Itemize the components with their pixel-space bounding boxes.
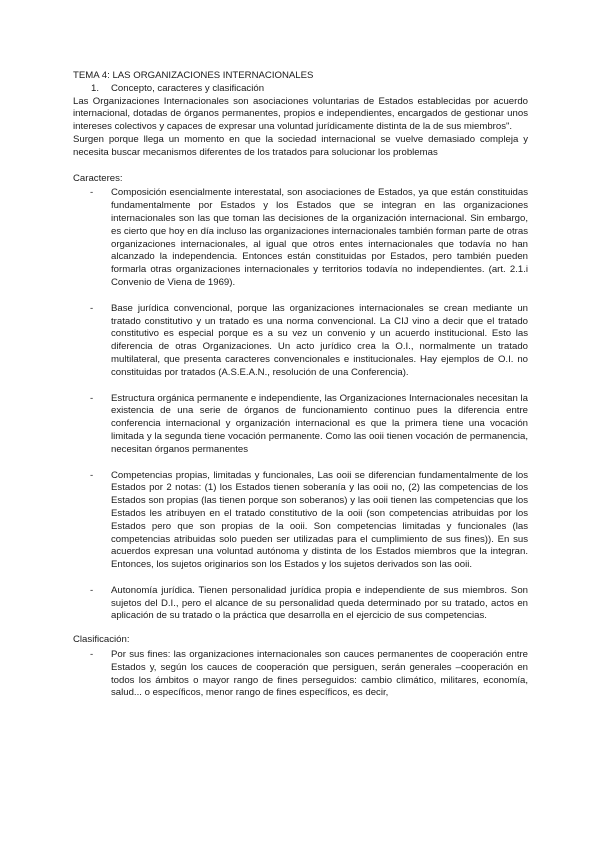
list-item-text: Competencias propias, limitadas y funcionales, Las ooii se diferencian fundamentalmente de los Estados por 2 notas: (1) los Estados tienen soberanía y las ooii no, (2) las competencias de los Estados son propias (las tienen porque son soberanos) y las ooii tienen las competencias que los Estados les atribuyen en el tratado constitutivo de la ooii (son competencias atribuidas por los Estados pero que son propias de la ooii. Son competencias limitadas y funcionales (las competencias atribuidas solo pueden ser utilizadas para el cumplimiento de sus fines)). En sus acuerdos expresan una voluntad autónoma y distinta de los Estados miembros que la integran. Entonces, los sujetos originarios son los Estados y los sujetos derivados son las ooii.	[111, 469, 528, 571]
caracteres-list	[73, 187, 528, 623]
subsection-heading	[91, 83, 528, 96]
intro-paragraph-2: Surgen porque llega un momento en que la sociedad internacional se vuelve demasiado compleja y necesita buscar mecanismos diferentes de los tratados para solucionar los problemas	[73, 133, 528, 158]
list-item	[73, 585, 528, 623]
intro-paragraph-1: Las Organizaciones Internacionales son asociaciones voluntarias de Estados establecidas por acuerdo internacional, dotadas de órganos permanentes, propios e independientes, encargados de gestionar unos intereses colectivos y capaces de expresar una voluntad jurídicamente distinta de la de sus miembros".	[73, 95, 528, 133]
list-item-text: Por sus fines: las organizaciones internacionales son cauces permanentes de cooperación entre Estados y, según los cauces de cooperación que persiguen, serán generales –cooperación en todos los ámbitos o mayor rango de fines perseguidos: cambio climático, militares, economía, salud... o específicos, menor rango de fines específicos, es decir,	[111, 649, 528, 699]
bullet-dash: -	[90, 649, 94, 661]
bullet-dash: -	[90, 392, 94, 404]
subsection-label: Concepto, caracteres y clasificación	[111, 82, 265, 94]
clasificacion-list	[73, 649, 528, 700]
list-item-text: Base jurídica convencional, porque las organizaciones internacionales se crean mediante un tratado constitutivo y un tratado es una norma convencional. La CIJ vino a decir que el tratado constitutivo es especial porque es a su vez un convenio y un acuerdo institucional. Esto las diferencia de otras Organizaciones. Un acto jurídico crea la O.I., normalmente un tratado multilateral, que presenta caracteres convencionales e institucionales. Hay ejemplos de O.I. no constituidas por tratados (A.S.E.A.N., resolución de una Conferencia).	[111, 302, 528, 378]
bullet-dash: -	[90, 302, 94, 314]
subsection-number: 1.	[91, 82, 100, 94]
bullet-dash: -	[90, 187, 94, 199]
clasificacion-label: Clasificación:	[73, 634, 130, 646]
page-title: TEMA 4: LAS ORGANIZACIONES INTERNACIONALES	[73, 70, 314, 81]
list-item	[73, 649, 528, 700]
list-item	[73, 393, 528, 457]
caracteres-label: Caracteres:	[73, 172, 123, 184]
bullet-dash: -	[90, 584, 94, 596]
list-item-text: Autonomía jurídica. Tienen personalidad jurídica propia e independiente de sus miembros. Son sujetos del D.I., pero el alcance de su personalidad queda determinado por su tratado, actos en aplicación de su tratado o la práctica que desarrolla en el ejercicio de sus competencias.	[111, 584, 528, 622]
bullet-dash: -	[90, 469, 94, 481]
list-item	[73, 303, 528, 380]
list-item	[73, 470, 528, 572]
list-item-text: Composición esencialmente interestatal, son asociaciones de Estados, ya que están constituidas fundamentalmente por Estados y los Estados que se integran en las organizaciones internacionales son las que toman las decisiones de la organización internacional. Sin embargo, es cierto que hoy en día incluso las organizaciones internacionales también forman parte de otras organizaciones internacionales, al igual que otros entes internacionales que todavía no han alcanzado la independencia. Entonces están constituidas por Estados, pero también pueden formarla otras organizaciones internacionales y territorios todavía no independientes. (art. 2.1.i Convenio de Viena de 1969).	[111, 187, 528, 288]
list-item	[73, 187, 528, 289]
list-item-text: Estructura orgánica permanente e independiente, las Organizaciones Internacionales necesitan la existencia de una serie de órganos de funcionamiento continuo pues la diferencia entre conferencia internacional y organización internacional es que la primera tiene una vocación limitada y la segunda tiene vocación permanente. Como las ooii tienen vocación de permanencia, necesitan órganos permanentes	[111, 392, 528, 455]
